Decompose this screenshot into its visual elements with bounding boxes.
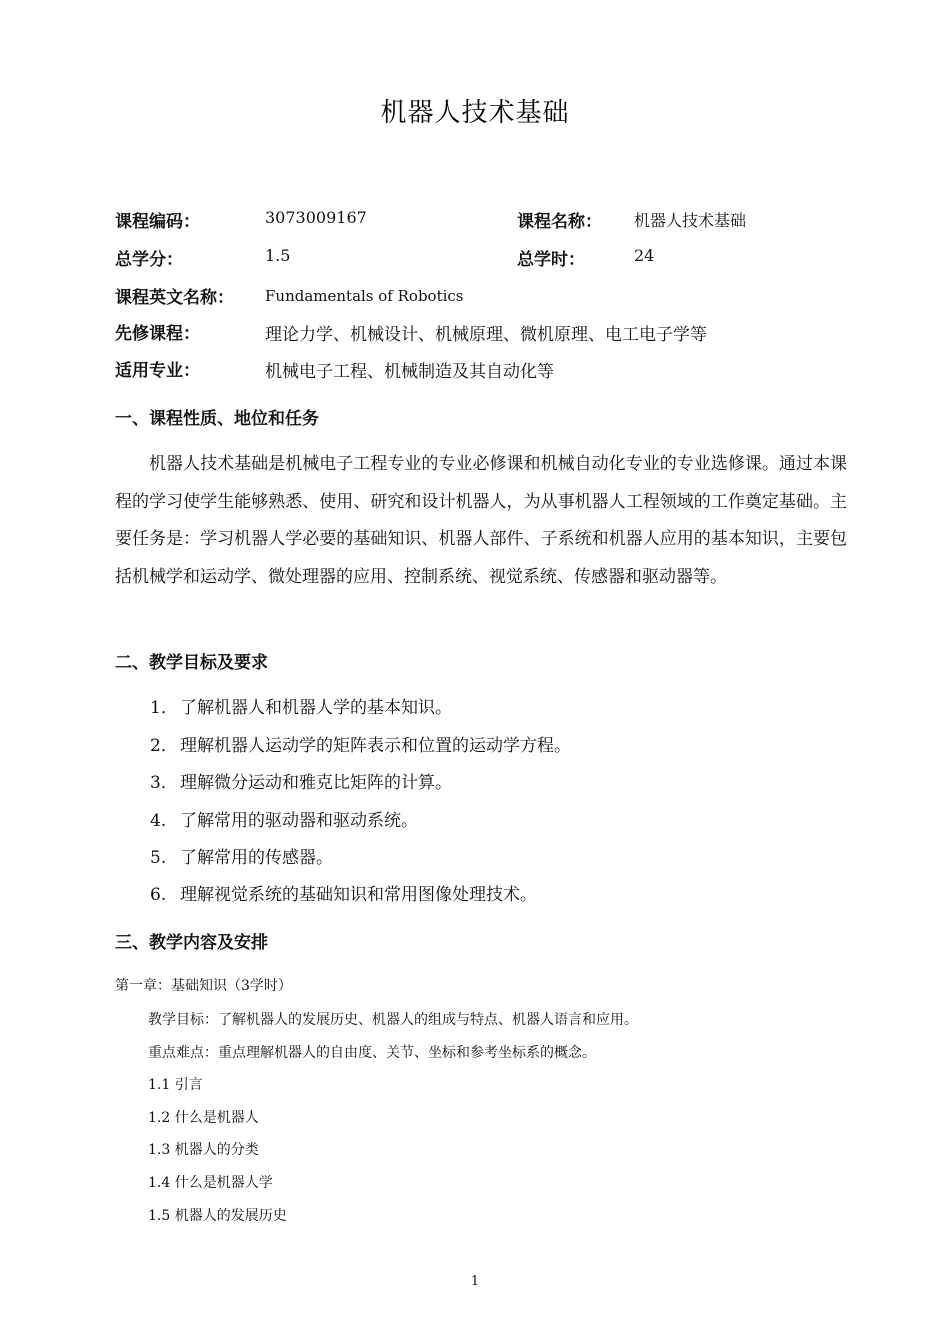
meta-row-majors	[115, 356, 835, 382]
objective-number: 6.	[150, 885, 167, 905]
majors-label: 适用专业：	[115, 361, 200, 381]
list-item	[150, 768, 452, 793]
course-code-label: 课程编码：	[115, 212, 200, 232]
objective-number: 5.	[150, 848, 167, 868]
subsection-item: 1.3 机器人的分类	[148, 1142, 259, 1158]
objective-number: 1．	[150, 698, 178, 718]
list-item	[150, 880, 537, 905]
chapter-title: 第一章：基础知识（3学时）	[115, 978, 292, 994]
meta-row-english-name	[115, 283, 835, 309]
course-code-value: 3073009167	[265, 208, 367, 227]
list-item	[150, 693, 452, 718]
hours-label: 总学时：	[517, 250, 585, 270]
list-item	[150, 731, 571, 756]
chapter-goal: 教学目标：了解机器人的发展历史、机器人的组成与特点、机器人语言和应用。	[148, 1012, 638, 1028]
credits-value: 1.5	[265, 246, 291, 265]
prerequisites-value: 理论力学、机械设计、机械原理、微机原理、电工电子学等	[265, 325, 707, 345]
subsection-item: 1.2 什么是机器人	[148, 1110, 259, 1126]
objective-text: 理解微分运动和雅克比矩阵的计算。	[180, 773, 452, 793]
list-item	[150, 843, 333, 868]
meta-row-prerequisites	[115, 319, 835, 345]
credits-label: 总学分：	[115, 250, 183, 270]
objective-text: 理解机器人运动学的矩阵表示和位置的运动学方程。	[180, 736, 571, 756]
objective-number: 3．	[150, 773, 178, 793]
subsection-item: 1.4 什么是机器人学	[148, 1175, 273, 1191]
list-item	[150, 806, 418, 831]
subsection-item: 1.1 引言	[148, 1077, 203, 1093]
section-heading-nature: 一、课程性质、地位和任务	[115, 409, 319, 429]
course-name-label: 课程名称：	[517, 212, 602, 232]
section-heading-content: 三、教学内容及安排	[115, 933, 268, 953]
course-name-value: 机器人技术基础	[634, 211, 747, 230]
objective-text: 理解视觉系统的基础知识和常用图像处理技术。	[180, 885, 537, 905]
prerequisites-label: 先修课程：	[115, 324, 200, 344]
subsection-item: 1.5 机器人的发展历史	[148, 1208, 287, 1224]
section-nature-paragraph: 机器人技术基础是机械电子工程专业的专业必修课和机械自动化专业的专业选修课。通过本课程的学习使学生能够熟悉、使用、研究和设计机器人，为从事机器人工程领域的工作奠定基础。主要任务是：学习机器人学必要的基础知识、机器人部件、子系统和机器人应用的基本知识，主要包括机械学和运动学、微处理器的应用、控制系统、视觉系统、传感器和驱动器等。	[115, 454, 847, 587]
majors-value: 机械电子工程、机械制造及其自动化等	[265, 362, 554, 382]
objective-text: 了解常用的驱动器和驱动系统。	[180, 811, 418, 831]
objective-text: 了解常用的传感器。	[180, 848, 333, 868]
english-name-label: 课程英文名称：	[115, 288, 234, 308]
chapter-key-points: 重点难点：重点理解机器人的自由度、关节、坐标和参考坐标系的概念。	[148, 1045, 596, 1061]
document-title: 机器人技术基础	[380, 98, 570, 128]
meta-row-code-name	[115, 207, 835, 233]
page-number: 1	[470, 1274, 480, 1289]
meta-row-credits-hours	[115, 245, 835, 271]
objective-number: 4.	[150, 811, 167, 831]
hours-value: 24	[634, 246, 655, 265]
section-heading-objectives: 二、教学目标及要求	[115, 653, 268, 673]
objective-text: 了解机器人和机器人学的基本知识。	[180, 698, 452, 718]
english-name-value: Fundamentals of Robotics	[265, 287, 464, 305]
objective-number: 2．	[150, 736, 178, 756]
